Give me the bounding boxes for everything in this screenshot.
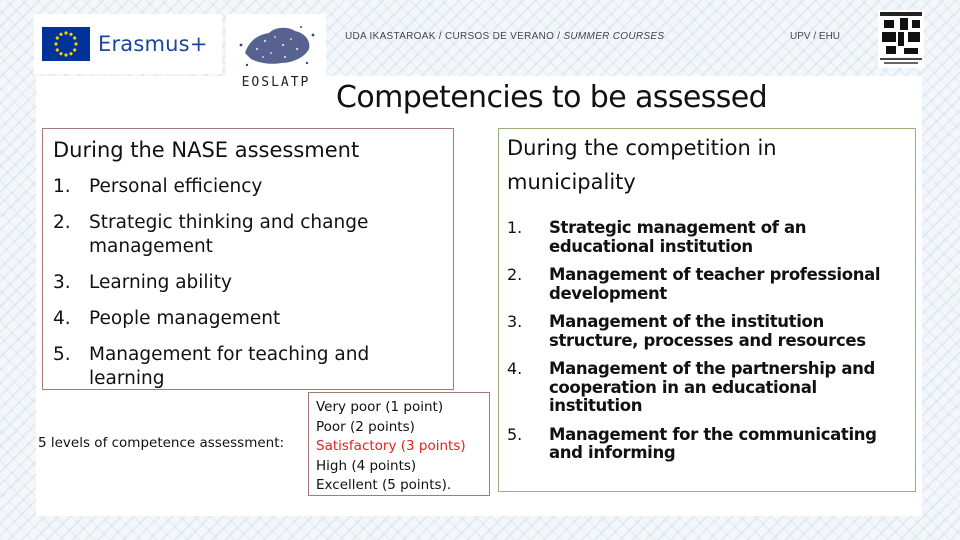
item-label: Strategic management of an educational institution [549, 218, 807, 256]
level-item: High (4 points) [316, 457, 417, 474]
courses-header [345, 31, 664, 42]
item-number: 3. [53, 272, 71, 293]
item-number: 3. [507, 312, 523, 331]
item-number: 4. [53, 308, 71, 329]
courses-header-italic: SUMMER COURSES [563, 31, 665, 42]
list-item [507, 313, 909, 350]
item-label: Management of the institution structure, processes and resources [549, 312, 866, 350]
item-number: 4. [507, 359, 523, 378]
list-item [53, 175, 448, 199]
erasmus-text: Erasmus+ [98, 32, 208, 56]
item-number: 2. [507, 265, 523, 284]
levels-label: 5 levels of competence assessment: [38, 435, 285, 451]
level-item-highlighted: Satisfactory (3 points) [316, 438, 466, 454]
list-item [507, 266, 909, 303]
upv-ehu-logo-icon [878, 10, 924, 68]
level-item: Excellent (5 points). [316, 477, 452, 493]
item-label: Learning ability [89, 272, 232, 293]
eoslatp-text: EOSLATP [241, 75, 311, 90]
courses-header-prefix: UDA IKASTAROAK / CURSOS DE VERANO / [345, 31, 564, 42]
item-label: Personal efficiency [89, 176, 263, 197]
list-item [53, 343, 448, 391]
competition-heading: During the competition in municipality [507, 136, 777, 194]
item-label: Management of the partnership and cooperation in an educational institution [549, 359, 875, 415]
list-item [53, 307, 448, 331]
eu-flag-icon [42, 27, 90, 61]
levels-box [308, 392, 490, 496]
list-item [507, 360, 909, 416]
competition-box [498, 128, 916, 492]
nase-competency-list [53, 175, 448, 403]
list-item [507, 426, 909, 463]
list-item [507, 219, 909, 256]
item-label: People management [89, 308, 281, 329]
item-number: 2. [53, 212, 71, 233]
erasmus-logo [34, 14, 222, 74]
level-item: Poor (2 points) [316, 418, 415, 435]
level-item: Very poor (1 point) [316, 399, 444, 415]
item-number: 1. [507, 218, 523, 237]
item-label: Strategic thinking and change management [89, 212, 369, 257]
item-label: Management for the communicating and informing [549, 424, 877, 462]
nase-heading: During the NASE assessment [53, 138, 360, 162]
europe-map-icon [235, 23, 317, 73]
item-number: 1. [53, 176, 71, 197]
list-item [53, 211, 448, 259]
item-label: Management for teaching and learning [89, 344, 370, 389]
nase-assessment-box [42, 128, 454, 390]
item-number: 5. [53, 344, 71, 365]
eoslatp-logo [226, 14, 326, 94]
item-label: Management of teacher professional development [549, 265, 881, 303]
list-item [53, 271, 448, 295]
item-number: 5. [507, 424, 523, 444]
page-title: Competencies to be assessed [336, 80, 768, 115]
upv-text: UPV / EHU [790, 31, 841, 42]
competition-competency-list [507, 219, 909, 473]
